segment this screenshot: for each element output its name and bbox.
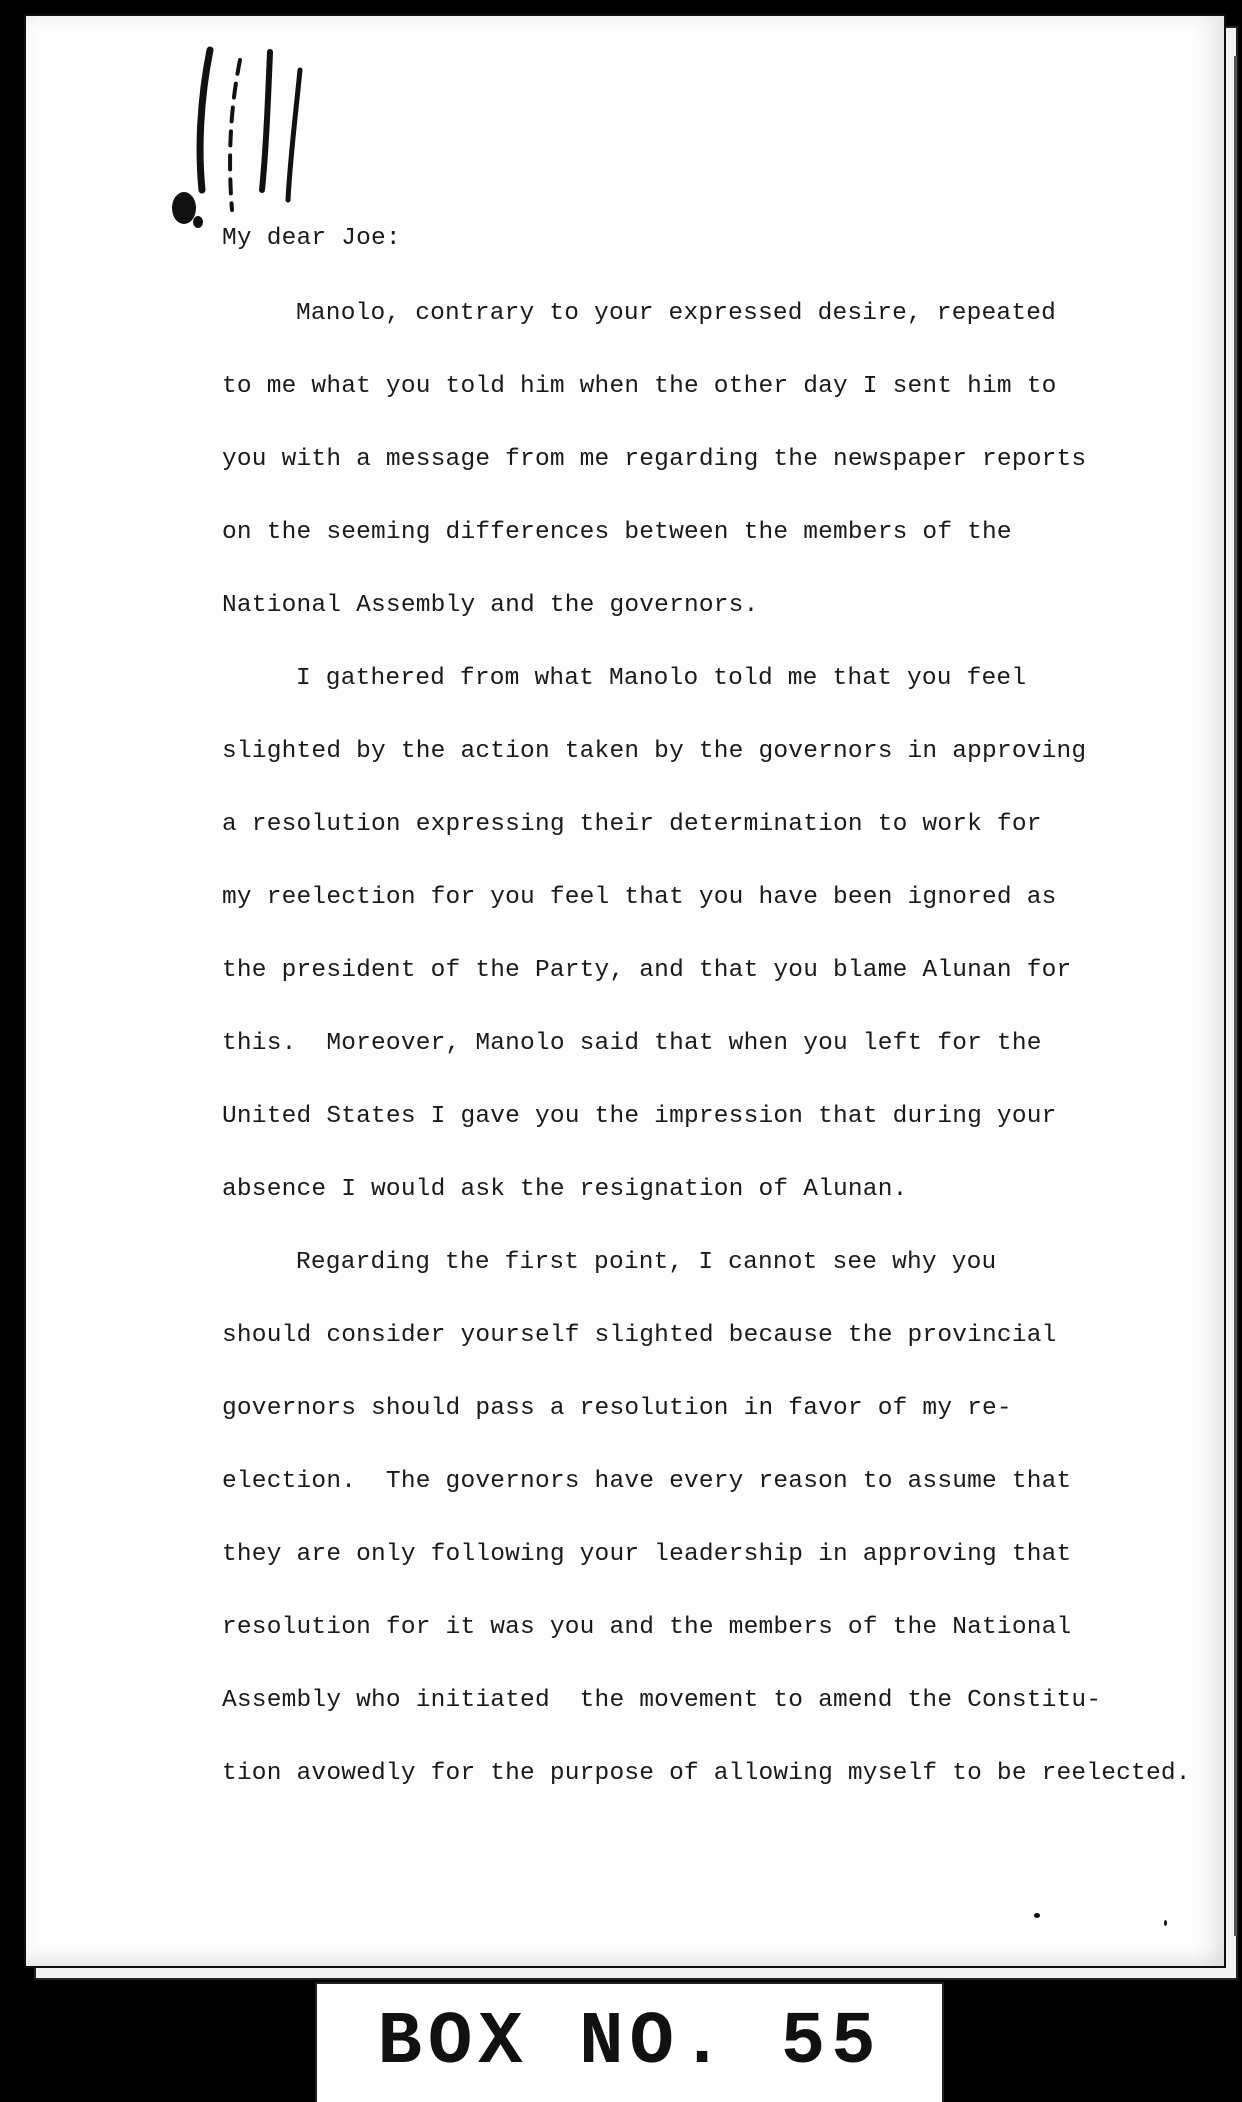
letter-line: resolution for it was you and the members of the National bbox=[222, 1614, 1072, 1641]
letter-line: Regarding the first point, I cannot see why you bbox=[296, 1249, 997, 1276]
letter-line: tion avowedly for the purpose of allowing myself to be reelected. bbox=[222, 1760, 1191, 1787]
letter-line: Assembly who initiated the movement to amend the Constitu- bbox=[222, 1687, 1102, 1714]
ink-speck bbox=[1034, 1913, 1040, 1918]
letter-line: National Assembly and the governors. bbox=[222, 592, 759, 619]
letter-line: you with a message from me regarding the newspaper reports bbox=[222, 446, 1087, 473]
letter-line: the president of the Party, and that you blame Alunan for bbox=[222, 957, 1072, 984]
letter-body bbox=[222, 214, 1191, 1822]
letter-line: election. The governors have every reason to assume that bbox=[222, 1468, 1072, 1495]
letter-line: this. Moreover, Manolo said that when you left for the bbox=[222, 1030, 1042, 1057]
letter-line: my reelection for you feel that you have been ignored as bbox=[222, 884, 1057, 911]
letter-line: I gathered from what Manolo told me that you feel bbox=[296, 665, 1027, 692]
letter-line: Manolo, contrary to your expressed desire, repeated bbox=[296, 300, 1057, 327]
letter-line: they are only following your leadership in approving that bbox=[222, 1541, 1072, 1568]
letter-line: on the seeming differences between the members of the bbox=[222, 519, 1012, 546]
ink-speck bbox=[1164, 1920, 1167, 1926]
letter-line: a resolution expressing their determination to work for bbox=[222, 811, 1042, 838]
box-number: BOX NO. 55 bbox=[377, 2001, 882, 2085]
salutation: My dear Joe: bbox=[222, 225, 401, 252]
archive-box-label bbox=[315, 1982, 944, 2102]
page-edge bbox=[1234, 56, 1237, 1936]
letter-line: to me what you told him when the other day I sent him to bbox=[222, 373, 1057, 400]
letter-line: governors should pass a resolution in favor of my re- bbox=[222, 1395, 1012, 1422]
letter-line: should consider yourself slighted because the provincial bbox=[222, 1322, 1057, 1349]
letter-line: absence I would ask the resignation of Alunan. bbox=[222, 1176, 908, 1203]
letter-line: United States I gave you the impression that during your bbox=[222, 1103, 1057, 1130]
letter-line: slighted by the action taken by the governors in approving bbox=[222, 738, 1087, 765]
handwritten-mark-icon bbox=[170, 40, 330, 240]
